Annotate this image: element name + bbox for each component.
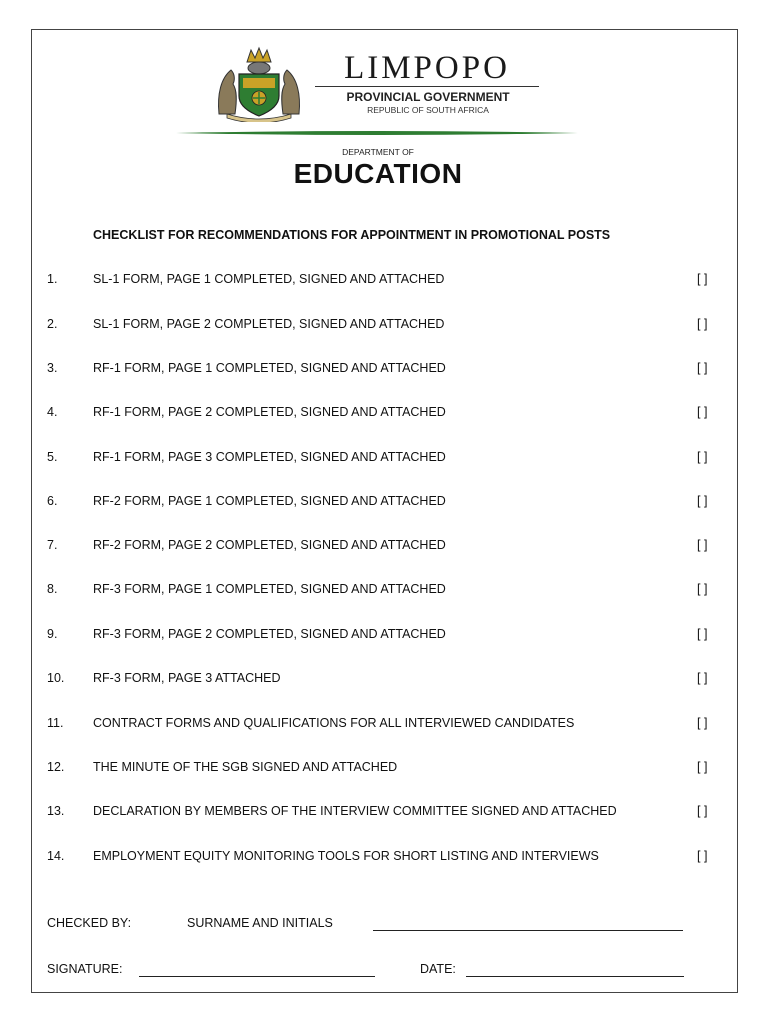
item-number: 10. (47, 671, 65, 685)
date-field[interactable] (466, 976, 684, 977)
date-label: DATE: (420, 962, 456, 976)
item-checkbox[interactable]: [ ] (697, 804, 708, 818)
signature-label: SIGNATURE: (47, 962, 123, 976)
item-number: 12. (47, 760, 65, 774)
checklist-item (0, 804, 770, 824)
item-number: 9. (47, 627, 58, 641)
coat-of-arms-icon (213, 44, 305, 122)
item-checkbox[interactable]: [ ] (697, 582, 708, 596)
brand-country: REPUBLIC OF SOUTH AFRICA (367, 105, 489, 115)
item-number: 7. (47, 538, 58, 552)
checklist-item (0, 450, 770, 470)
item-text: SL-1 FORM, PAGE 1 COMPLETED, SIGNED AND ATTACHED (93, 272, 445, 286)
item-text: EMPLOYMENT EQUITY MONITORING TOOLS FOR SHORT LISTING AND INTERVIEWS (93, 849, 599, 863)
signature-field[interactable] (139, 976, 375, 977)
green-divider (176, 130, 578, 136)
item-number: 1. (47, 272, 58, 286)
item-checkbox[interactable]: [ ] (697, 627, 708, 641)
item-text: THE MINUTE OF THE SGB SIGNED AND ATTACHED (93, 760, 398, 774)
item-text: RF-3 FORM, PAGE 3 ATTACHED (93, 671, 281, 685)
item-checkbox[interactable]: [ ] (697, 405, 708, 419)
checklist-item (0, 760, 770, 780)
checklist-item (0, 361, 770, 381)
checklist-item (0, 671, 770, 691)
checklist-item (0, 582, 770, 602)
department-of-label: DEPARTMENT OF (342, 147, 414, 157)
item-text: SL-1 FORM, PAGE 2 COMPLETED, SIGNED AND ATTACHED (93, 317, 445, 331)
item-text: RF-1 FORM, PAGE 2 COMPLETED, SIGNED AND ATTACHED (93, 405, 446, 419)
checklist-item (0, 849, 770, 869)
item-text: RF-1 FORM, PAGE 3 COMPLETED, SIGNED AND ATTACHED (93, 450, 446, 464)
brand-title: LIMPOPO (344, 50, 510, 86)
item-number: 14. (47, 849, 65, 863)
checklist-item (0, 538, 770, 558)
item-number: 11. (47, 716, 64, 730)
checklist-item (0, 405, 770, 425)
checklist-item (0, 627, 770, 647)
item-checkbox[interactable]: [ ] (697, 317, 708, 331)
item-checkbox[interactable]: [ ] (697, 361, 708, 375)
item-text: RF-3 FORM, PAGE 1 COMPLETED, SIGNED AND ATTACHED (93, 582, 446, 596)
item-checkbox[interactable]: [ ] (697, 272, 708, 286)
checklist-item (0, 716, 770, 736)
checklist-item (0, 317, 770, 337)
checklist-item (0, 494, 770, 514)
brand-divider (315, 86, 539, 87)
surname-initials-label: SURNAME AND INITIALS (187, 916, 333, 930)
item-checkbox[interactable]: [ ] (697, 849, 708, 863)
checklist-item (0, 272, 770, 292)
item-text: RF-3 FORM, PAGE 2 COMPLETED, SIGNED AND ATTACHED (93, 627, 446, 641)
item-number: 2. (47, 317, 58, 331)
item-text: CONTRACT FORMS AND QUALIFICATIONS FOR ALL INTERVIEWED CANDIDATES (93, 716, 575, 730)
surname-initials-field[interactable] (373, 930, 683, 931)
item-text: DECLARATION BY MEMBERS OF THE INTERVIEW COMMITTEE SIGNED AND ATTACHED (93, 804, 617, 818)
item-text: RF-2 FORM, PAGE 1 COMPLETED, SIGNED AND ATTACHED (93, 494, 446, 508)
checked-by-label: CHECKED BY: (47, 916, 132, 930)
brand-subtitle: PROVINCIAL GOVERNMENT (346, 90, 510, 104)
item-number: 3. (47, 361, 58, 375)
item-text: RF-2 FORM, PAGE 2 COMPLETED, SIGNED AND ATTACHED (93, 538, 446, 552)
item-checkbox[interactable]: [ ] (697, 716, 708, 730)
checklist-heading: CHECKLIST FOR RECOMMENDATIONS FOR APPOINTMENT IN PROMOTIONAL POSTS (93, 228, 611, 242)
item-checkbox[interactable]: [ ] (697, 494, 708, 508)
item-checkbox[interactable]: [ ] (697, 671, 708, 685)
item-checkbox[interactable]: [ ] (697, 450, 708, 464)
item-number: 13. (47, 804, 65, 818)
item-checkbox[interactable]: [ ] (697, 538, 708, 552)
item-number: 6. (47, 494, 58, 508)
department-name: EDUCATION (293, 158, 463, 189)
item-number: 5. (47, 450, 58, 464)
item-checkbox[interactable]: [ ] (697, 760, 708, 774)
item-number: 4. (47, 405, 58, 419)
item-number: 8. (47, 582, 58, 596)
item-text: RF-1 FORM, PAGE 1 COMPLETED, SIGNED AND ATTACHED (93, 361, 446, 375)
